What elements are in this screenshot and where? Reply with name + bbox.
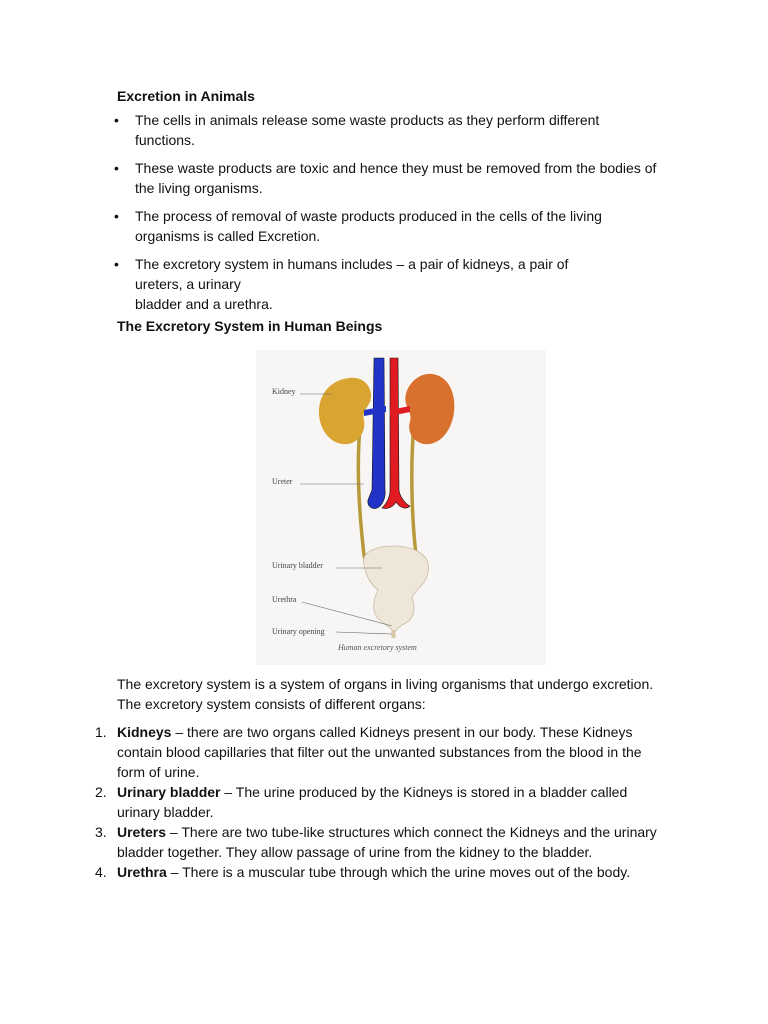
excretion-bullet-list — [117, 110, 657, 322]
bullet-text-continued: bladder and a urethra. — [135, 296, 273, 312]
bullet-text: • The cells in animals release some waste products as they perform different functions. — [135, 112, 600, 148]
list-number: 4. — [95, 864, 107, 880]
bullet-text: • The process of removal of waste products produced in the cells of the living organisms is called Excretion. — [135, 208, 602, 244]
list-number: 1. — [95, 724, 107, 740]
organ-term: Urethra — [117, 864, 167, 880]
label-urinary-opening: Urinary opening — [272, 627, 325, 636]
organ-description: – There is a muscular tube through which the urine moves out of the body. — [166, 864, 631, 880]
organ-description: – there are two organs called Kidneys present in our body. These Kidneys contain blood capillaries that filter out the unwanted substances from the blood in the form of urine. — [117, 724, 642, 780]
label-kidney: Kidney — [272, 387, 296, 396]
figure-caption: Human excretory system — [338, 643, 417, 652]
intro-paragraph: The excretory system is a system of organs in living organisms that undergo excretion. The excretory system consists of different organs: — [117, 676, 654, 712]
organ-term: Urinary bladder — [117, 784, 221, 800]
label-ureter: Ureter — [272, 477, 293, 486]
list-number: 3. — [95, 824, 107, 840]
label-urinary-bladder: Urinary bladder — [272, 561, 323, 570]
right-kidney — [405, 374, 454, 444]
vena-cava — [368, 358, 385, 509]
urinary-bladder — [363, 546, 428, 632]
urethra — [392, 630, 396, 638]
organ-list-item — [95, 782, 657, 822]
organ-term: Ureters — [117, 824, 167, 840]
list-item — [117, 206, 657, 246]
organ-list-item — [95, 862, 657, 882]
organs-list — [95, 722, 657, 882]
excretory-system-illustration — [256, 350, 546, 665]
excretory-system-diagram — [256, 350, 546, 665]
label-urethra: Urethra — [272, 595, 297, 604]
organ-description: – The urine produced by the Kidneys is stored in a bladder called urinary bladder. — [117, 784, 628, 820]
left-kidney — [319, 378, 371, 444]
list-item — [117, 110, 657, 150]
organ-list-item — [95, 722, 657, 782]
aorta — [382, 358, 410, 509]
list-item — [117, 158, 657, 198]
bullet-text: • The excretory system in humans includes – a pair of kidneys, a pair of ureters, a urinary — [135, 256, 569, 292]
organ-list-item — [95, 822, 657, 862]
list-item — [117, 254, 615, 314]
section-title-excretory-system: The Excretory System in Human Beings — [117, 318, 383, 334]
list-number: 2. — [95, 784, 107, 800]
bullet-text: • These waste products are toxic and hence they must be removed from the bodies of the living organisms. — [135, 160, 657, 196]
organ-term: Kidneys — [117, 724, 172, 740]
section-title-excretion: Excretion in Animals — [117, 88, 255, 104]
organ-description: – There are two tube-like structures which connect the Kidneys and the urinary bladder together. They allow passage of urine from the kidney to the bladder. — [117, 824, 657, 860]
